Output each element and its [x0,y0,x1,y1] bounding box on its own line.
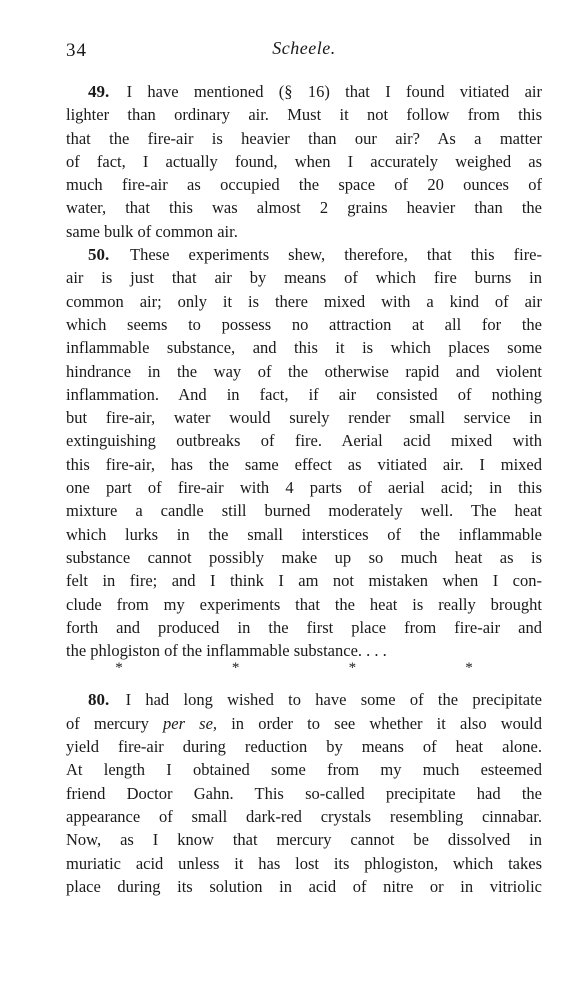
text-line: which seems to possess no attraction at all for the [66,314,542,334]
text-line: mixture a candle still burned moderately well. The heat [66,501,542,521]
text-line: but fire-air, water would surely render small service in [66,408,542,428]
asterisk: * [465,660,473,677]
text-line: substance cannot possibly make up so much heat as is [66,547,542,567]
section-separator [66,660,474,676]
text-line: that the fire-air is heavier than our air? As a matter [66,128,542,148]
text-line: extinguishing outbreaks of fire. Aerial acid mixed with [66,431,542,451]
text-line: clude from my experiments that the heat is really brought [66,594,542,614]
asterisk: * [231,660,240,677]
text-line: of fact, I actually found, when I accurately weighed as [66,151,542,171]
text-line: muriatic acid unless it has lost its phlogiston, which takes [66,853,542,873]
page-number: 34 [66,40,87,61]
text-line: common air; only it is there mixed with a kind of air [66,291,542,311]
text-line: this fire-air, has the same effect as vitiated air. I mixed [66,454,542,474]
asterisk: * [348,660,357,677]
italic-phrase: per se, [163,713,218,733]
text-line: hindrance in the way of the otherwise rapid and violent [66,361,542,381]
text-line: felt in fire; and I think I am not mistaken when I con- [66,571,542,591]
text-line: same bulk of common air. [66,221,238,241]
text-line: Now, as I know that mercury cannot be dissolved in [66,830,542,850]
paragraph-80 [66,688,542,898]
text-line: place during its solution in acid of nitre or in vitriolic [66,876,542,896]
text-line: 80. I had long wished to have some of the precipitate [88,690,542,710]
text-line: yield fire-air during reduction by means of heat alone. [66,737,542,757]
page-header [66,38,542,62]
page-body [66,80,542,898]
section-number: 80. [88,690,110,710]
text-line: the phlogiston of the inflammable substance. . . . [66,641,387,661]
paragraph-50 [66,243,542,662]
text-line: At length I obtained some from my much esteemed [66,760,542,780]
text-line: one part of fire-air with 4 parts of aerial acid; in this [66,478,542,498]
text-line: friend Doctor Gahn. This so-called precipitate had the [66,783,542,803]
running-head: Scheele. [272,38,336,58]
asterisk: * [115,660,123,677]
paragraph-49 [66,80,542,243]
text-line: 49. I have mentioned (§ 16) that I found vitiated air [88,82,542,101]
section-number: 50. [88,245,110,265]
text-line: of mercury per se, in order to see whether it also would [66,713,542,733]
text-line: which lurks in the small interstices of the inflammable [66,524,542,544]
text-line: appearance of small dark-red crystals resembling cinnabar. [66,806,542,826]
text-line: air is just that air by means of which fire burns in [66,268,542,288]
text-line: lighter than ordinary air. Must it not follow from this [66,105,542,125]
text-line: inflammation. And in fact, if air consisted of nothing [66,384,542,404]
text-line: inflammable substance, and this it is which places some [66,338,542,358]
text-line: 50. These experiments shew, therefore, that this fire- [88,245,543,265]
text-line: much fire-air as occupied the space of 20 ounces of [66,175,542,195]
text-line: forth and produced in the first place from fire-air and [66,617,542,637]
text-line: water, that this was almost 2 grains heavier than the [66,198,542,218]
section-number: 49. [88,82,110,101]
